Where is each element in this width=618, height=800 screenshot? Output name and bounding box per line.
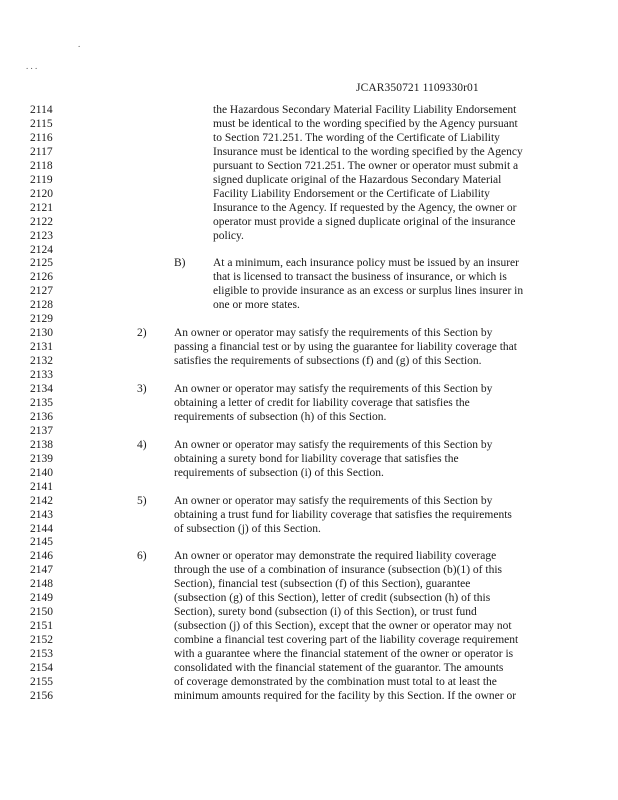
- line-number: 2150: [30, 606, 53, 619]
- line-number: 2135: [30, 396, 53, 409]
- line-number: 2134: [30, 383, 53, 395]
- line-text: signed duplicate original of the Hazardous Secondary Material: [213, 173, 502, 186]
- line-text: combine a financial test covering part of the liability coverage requirement: [174, 634, 519, 647]
- line-number: 2156: [30, 689, 53, 702]
- line-text: must be identical to the wording specified by the Agency pursuant: [213, 117, 518, 130]
- line-text: An owner or operator may satisfy the requirements of this Section by: [174, 494, 493, 507]
- line-text: minimum amounts required for the facility by this Section. If the owner or: [174, 689, 517, 702]
- line-text: requirements of subsection (h) of this Section.: [174, 410, 387, 423]
- line-number: 2117: [30, 145, 53, 158]
- line-number: 2149: [30, 592, 53, 605]
- line-text: the Hazardous Secondary Material Facility Liability Endorsement: [213, 104, 517, 116]
- line-number: 2121: [30, 201, 53, 214]
- line-text: passing a financial test or by using the guarantee for liability coverage that: [174, 341, 517, 354]
- line-number: 2144: [30, 522, 53, 535]
- line-text: operator must provide a signed duplicate original of the insurance: [213, 215, 516, 228]
- line-text: An owner or operator may demonstrate the required liability coverage: [174, 550, 497, 563]
- line-text: that is licensed to transact the business of insurance, or which is: [213, 271, 507, 284]
- line-text: An owner or operator may satisfy the requirements of this Section by: [174, 383, 493, 395]
- line-text: obtaining a letter of credit for liability coverage that satisfies the: [174, 396, 470, 409]
- line-text: eligible to provide insurance as an excess or surplus lines insurer in: [213, 285, 524, 298]
- line-number: 2126: [30, 271, 53, 284]
- line-number: 2136: [30, 410, 53, 423]
- line-number: 2151: [30, 620, 53, 633]
- line-number: 2125: [30, 257, 53, 270]
- line-number: 2139: [30, 452, 53, 465]
- line-number: 2142: [30, 494, 53, 507]
- line-number: 2128: [30, 299, 53, 312]
- line-text: of subsection (j) of this Section.: [174, 522, 321, 535]
- line-text: Insurance to the Agency. If requested by the Agency, the owner or: [213, 201, 517, 214]
- line-number: 2122: [30, 215, 53, 228]
- subsection-label: B): [174, 257, 186, 270]
- line-number: 2153: [30, 648, 53, 661]
- line-number: 2146: [30, 550, 53, 563]
- line-text: obtaining a surety bond for liability coverage that satisfies the: [174, 452, 459, 465]
- line-text: An owner or operator may satisfy the requirements of this Section by: [174, 327, 493, 340]
- line-number: 2154: [30, 662, 53, 674]
- line-text: requirements of subsection (i) of this Section.: [174, 466, 384, 479]
- line-number: 2147: [30, 564, 53, 577]
- line-text: policy.: [213, 229, 244, 242]
- subsection-label: 4): [137, 438, 147, 451]
- line-number: 2143: [30, 508, 53, 521]
- margin-mark: .: [78, 39, 81, 49]
- line-number: 2114: [30, 104, 53, 116]
- line-number: 2137: [30, 424, 53, 437]
- subsection-label: 6): [137, 550, 147, 563]
- line-text: (subsection (g) of this Section), letter of credit (subsection (h) of this: [174, 592, 491, 605]
- line-number: 2152: [30, 634, 53, 647]
- line-number: 2131: [30, 341, 53, 354]
- subsection-label: 3): [137, 383, 147, 395]
- line-number: 2124: [30, 243, 53, 256]
- line-number: 2129: [30, 313, 53, 326]
- line-text: consolidated with the financial statement of the guarantor. The amounts: [174, 662, 504, 674]
- line-number: 2120: [30, 187, 53, 200]
- line-text: one or more states.: [213, 299, 300, 312]
- margin-marks: [26, 33, 80, 77]
- line-text: obtaining a trust fund for liability coverage that satisfies the requirements: [174, 508, 512, 521]
- line-text: satisfies the requirements of subsections (f) and (g) of this Section.: [174, 355, 482, 368]
- line-text: Section), surety bond (subsection (i) of this Section), or trust fund: [174, 606, 477, 619]
- subsection-label: 5): [137, 494, 147, 507]
- line-text: of coverage demonstrated by the combination must total to at least the: [174, 675, 497, 688]
- line-number: 2118: [30, 159, 53, 172]
- line-text: pursuant to Section 721.251. The owner or operator must submit a: [213, 159, 519, 172]
- subsection-label: 2): [137, 327, 147, 340]
- line-text: An owner or operator may satisfy the requirements of this Section by: [174, 438, 493, 451]
- line-text: Insurance must be identical to the wording specified by the Agency: [213, 145, 523, 158]
- line-text: Facility Liability Endorsement or the Certificate of Liability: [213, 187, 490, 200]
- document-id: JCAR350721 1109330r01: [356, 82, 479, 94]
- line-number: 2140: [30, 466, 53, 479]
- line-number: 2130: [30, 327, 53, 340]
- line-number: 2148: [30, 578, 53, 591]
- line-text: to Section 721.251. The wording of the Certificate of Liability: [213, 131, 500, 144]
- line-number: 2115: [30, 117, 53, 130]
- line-number: 2155: [30, 675, 53, 688]
- margin-mark: . . .: [26, 61, 38, 71]
- line-text: (subsection (j) of this Section), except that the owner or operator may not: [174, 620, 512, 633]
- line-text: At a minimum, each insurance policy must be issued by an insurer: [213, 257, 519, 270]
- line-number: 2138: [30, 438, 53, 451]
- line-number: 2123: [30, 229, 53, 242]
- line-text: Section), financial test (subsection (f) of this Section), guarantee: [174, 578, 471, 591]
- line-number: 2116: [30, 131, 53, 144]
- line-number: 2127: [30, 285, 53, 298]
- line-text: through the use of a combination of insurance (subsection (b)(1) of this: [174, 564, 502, 577]
- line-number: 2145: [30, 536, 53, 549]
- line-number: 2119: [30, 173, 53, 186]
- line-text: with a guarantee where the financial statement of the owner or operator is: [174, 648, 514, 661]
- line-number: 2133: [30, 369, 53, 382]
- line-number: 2132: [30, 355, 53, 368]
- line-number: 2141: [30, 480, 53, 493]
